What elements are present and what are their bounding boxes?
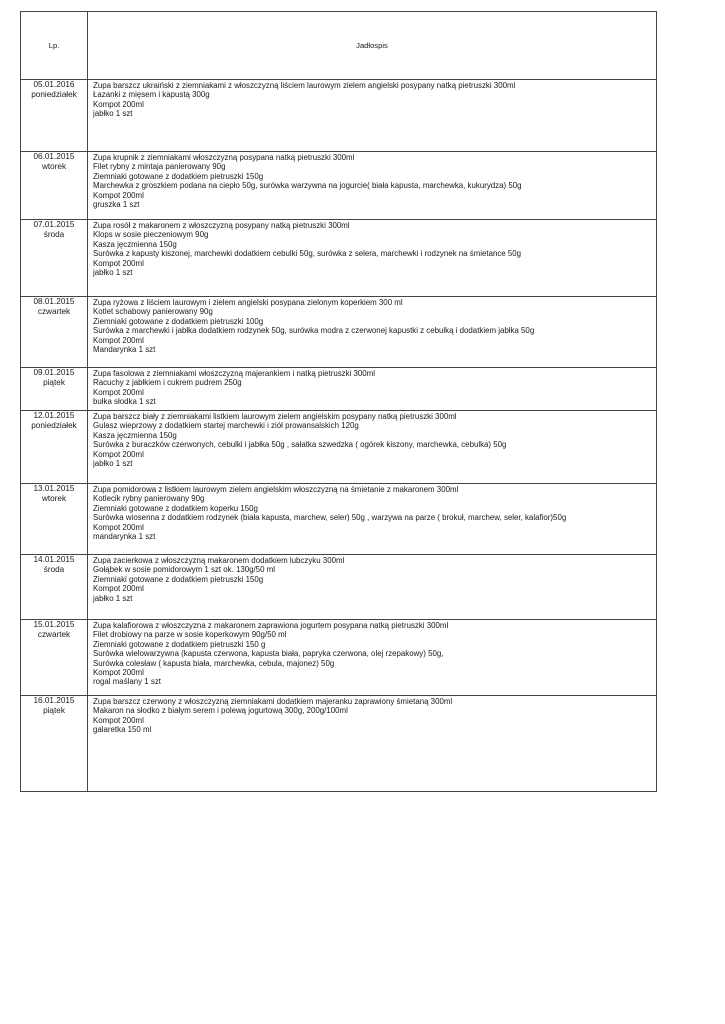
menu-item: Ziemniaki gotowane z dodatkiem pietruszki 150 g bbox=[93, 639, 266, 649]
day-name: wtorek bbox=[41, 162, 67, 171]
menu-item: bułka słodka 1 szt bbox=[93, 397, 156, 407]
menu-item: jabłko 1 szt bbox=[93, 268, 133, 278]
menu-item: Makaron na słodko z białym serem i polewą jogurtową 300g, 200g/100ml bbox=[93, 706, 348, 716]
menu-item: Kasza jęczmienna 150g bbox=[93, 239, 177, 249]
menu-item: Surówka z buraczków czerwonych, cebulki i jabłka 50g , sałatka szwedzka ( ogórek kiszony, marchewka, cebulka) 50g bbox=[93, 440, 507, 450]
menu-item: Kompot 200ml bbox=[93, 99, 144, 109]
day-cell bbox=[21, 411, 88, 484]
menu-item: Kompot 200ml bbox=[93, 522, 144, 532]
day-cell bbox=[21, 152, 88, 220]
menu-item: Zupa pomidorowa z listkiem laurowym zielem angielskim włoszczyzną na śmietanie z makaronem 300ml bbox=[93, 485, 459, 494]
day-date: 08.01.2015 bbox=[33, 297, 75, 306]
menu-day-row bbox=[21, 555, 657, 620]
menu-item: gruszka 1 szt bbox=[93, 200, 140, 210]
menu-item: Kompot 200ml bbox=[93, 668, 144, 678]
menu-item: jabłko 1 szt bbox=[93, 593, 133, 603]
menu-item: Marchewka z groszkiem podana na ciepło 50g, surówka warzywna na jogurcie( biała kapusta, marchewka, kukurydza) 50g bbox=[93, 181, 522, 191]
day-date: 05.01.2016 bbox=[33, 80, 75, 89]
menu-day-row bbox=[21, 152, 657, 220]
day-name: środa bbox=[43, 230, 65, 239]
menu-items-cell bbox=[88, 80, 657, 152]
menu-items-cell bbox=[88, 484, 657, 555]
day-date: 16.01.2015 bbox=[33, 696, 75, 705]
day-cell bbox=[21, 696, 88, 792]
menu-item: Ziemniaki gotowane z dodatkiem koperku 150g bbox=[93, 503, 258, 513]
menu-item: Kompot 200ml bbox=[93, 449, 144, 459]
menu-item: Ziemniaki gotowane z dodatkiem pietruszki 100g bbox=[93, 316, 264, 326]
day-name: środa bbox=[43, 565, 65, 574]
menu-items-cell bbox=[88, 152, 657, 220]
menu-day-row bbox=[21, 80, 657, 152]
day-date: 07.01.2015 bbox=[33, 220, 75, 229]
menu-items-cell bbox=[88, 696, 657, 792]
menu-item: Kompot 200ml bbox=[93, 335, 144, 345]
day-date: 12.01.2015 bbox=[33, 411, 75, 420]
menu-day-row bbox=[21, 297, 657, 368]
menu-item: Ziemniaki gotowane z dodatkiem pietruszki 150g bbox=[93, 574, 264, 584]
menu-table bbox=[20, 11, 657, 792]
menu-item: Ziemniaki gotowane z dodatkiem pietruszki 150g bbox=[93, 171, 264, 181]
menu-item: Kotlet schabowy panierowany 90g bbox=[93, 307, 213, 317]
menu-day-row bbox=[21, 411, 657, 484]
menu-item: Kompot 200ml bbox=[93, 387, 144, 397]
menu-body bbox=[21, 80, 657, 792]
day-date: 06.01.2015 bbox=[33, 152, 75, 161]
menu-item: Kompot 200ml bbox=[93, 190, 144, 200]
day-name: piątek bbox=[43, 706, 65, 715]
menu-day-row bbox=[21, 620, 657, 696]
menu-item: Surówka wielowarzywna (kapusta czerwona, kapusta biała, papryka czerwona, olej rzepakowy) 50g, bbox=[93, 649, 444, 659]
menu-item: Zupa barszcz ukraiński z ziemniakami z włoszczyzną liściem laurowym zielem angielski posypany natką pietruszki 300ml bbox=[93, 81, 516, 90]
day-cell bbox=[21, 220, 88, 297]
menu-item: Mandarynka 1 szt bbox=[93, 345, 156, 355]
day-name: wtorek bbox=[41, 494, 67, 503]
header-jadlospis: Jadłospis bbox=[88, 12, 657, 80]
menu-item: Zupa zacierkowa z włoszczyzną makaronem dodatkiem lubczyku 300ml bbox=[93, 556, 345, 565]
menu-item: Gołąbek w sosie pomidorowym 1 szt ok. 130g/50 ml bbox=[93, 565, 276, 575]
menu-item: Zupa krupnik z ziemniakami włoszczyzną posypana natką pietruszki 300ml bbox=[93, 153, 355, 162]
day-date: 15.01.2015 bbox=[33, 620, 75, 629]
menu-item: Surówka wiosenna z dodatkiem rodzynek (biała kapusta, marchew, seler) 50g , warzywa na parze ( brokuł, marchew, seler, kalafior)50g bbox=[93, 513, 567, 523]
menu-item: Kasza jęczmienna 150g bbox=[93, 430, 177, 440]
menu-items-cell bbox=[88, 297, 657, 368]
menu-item: Łazanki z mięsem i kapustą 300g bbox=[93, 90, 210, 100]
menu-item: Surówka z kapusty kiszonej, marchewki dodatkiem cebulki 50g, surówka z selera, marchewki i rodzynek na śmietance 50g bbox=[93, 249, 522, 259]
menu-item: Zupa barszcz biały z ziemniakami listkiem laurowym zielem angielskim posypany natką pietruszki 300ml bbox=[93, 412, 457, 421]
header-lp: Lp. bbox=[21, 12, 88, 80]
menu-item: Kotlecik rybny panierowany 90g bbox=[93, 494, 205, 504]
menu-item: jabłko 1 szt bbox=[93, 109, 133, 119]
menu-item: mandarynka 1 szt bbox=[93, 532, 156, 542]
menu-items-cell bbox=[88, 368, 657, 411]
day-cell bbox=[21, 555, 88, 620]
day-name: czwartek bbox=[37, 307, 71, 316]
menu-items-cell bbox=[88, 555, 657, 620]
menu-item: Zupa rosół z makaronem z włoszczyzną posypany natką pietruszki 300ml bbox=[93, 221, 350, 230]
menu-item: rogal maślany 1 szt bbox=[93, 677, 161, 687]
menu-item: Zupa fasolowa z ziemniakami włoszczyzną majerankiem i natką pietruszki 300ml bbox=[93, 369, 375, 378]
day-date: 09.01.2015 bbox=[33, 368, 75, 377]
menu-day-row bbox=[21, 368, 657, 411]
menu-item: Gulasz wieprzowy z dodatkiem startej marchewki i ziół prowansalskich 120g bbox=[93, 421, 359, 431]
menu-item: Racuchy z jabłkiem i cukrem pudrem 250g bbox=[93, 378, 242, 388]
day-name: piątek bbox=[43, 378, 65, 387]
day-date: 14.01.2015 bbox=[33, 555, 75, 564]
menu-item: Filet drobiowy na parze w sosie koperkowym 90g/50 ml bbox=[93, 630, 287, 640]
day-cell bbox=[21, 484, 88, 555]
day-cell bbox=[21, 297, 88, 368]
day-date: 13.01.2015 bbox=[33, 484, 75, 493]
menu-item: Zupa ryżowa z liściem laurowym i zielem angielski posypana zielonym koperkiem 300 ml bbox=[93, 298, 403, 307]
menu-day-row bbox=[21, 484, 657, 555]
header-row bbox=[21, 12, 657, 80]
menu-item: Zupa barszcz czerwony z włoszczyzną ziemniakami dodatkiem majeranku zaprawiony śmietaną 300ml bbox=[93, 697, 453, 706]
day-cell bbox=[21, 620, 88, 696]
menu-items-cell bbox=[88, 411, 657, 484]
menu-item: Zupa kalafiorowa z włoszczyzna z makaronem zaprawiona jogurtem posypana natką pietruszki 300ml bbox=[93, 621, 449, 630]
day-name: poniedziałek bbox=[31, 90, 77, 99]
day-name: czwartek bbox=[37, 630, 71, 639]
menu-item: Kompot 200ml bbox=[93, 715, 144, 725]
menu-items-cell bbox=[88, 220, 657, 297]
menu-item: Kompot 200ml bbox=[93, 258, 144, 268]
menu-item: Surówka colesław ( kapusta biała, marchewka, cebula, majonez) 50g bbox=[93, 658, 335, 668]
menu-day-row bbox=[21, 220, 657, 297]
menu-item: Klops w sosie pieczeniowym 90g bbox=[93, 230, 209, 240]
menu-day-row bbox=[21, 696, 657, 792]
menu-item: galaretka 150 ml bbox=[93, 725, 152, 735]
menu-items-cell bbox=[88, 620, 657, 696]
menu-item: Kompot 200ml bbox=[93, 584, 144, 594]
day-name: poniedziałek bbox=[31, 421, 77, 430]
menu-item: Surówka z marchewki i jabłka dodatkiem rodzynek 50g, surówka modra z czerwonej kapustki z cebulką i dodatkiem jabłka 50g bbox=[93, 326, 535, 336]
day-cell bbox=[21, 368, 88, 411]
menu-item: jabłko 1 szt bbox=[93, 459, 133, 469]
menu-item: Filet rybny z mintaja panierowany 90g bbox=[93, 162, 226, 172]
day-cell bbox=[21, 80, 88, 152]
